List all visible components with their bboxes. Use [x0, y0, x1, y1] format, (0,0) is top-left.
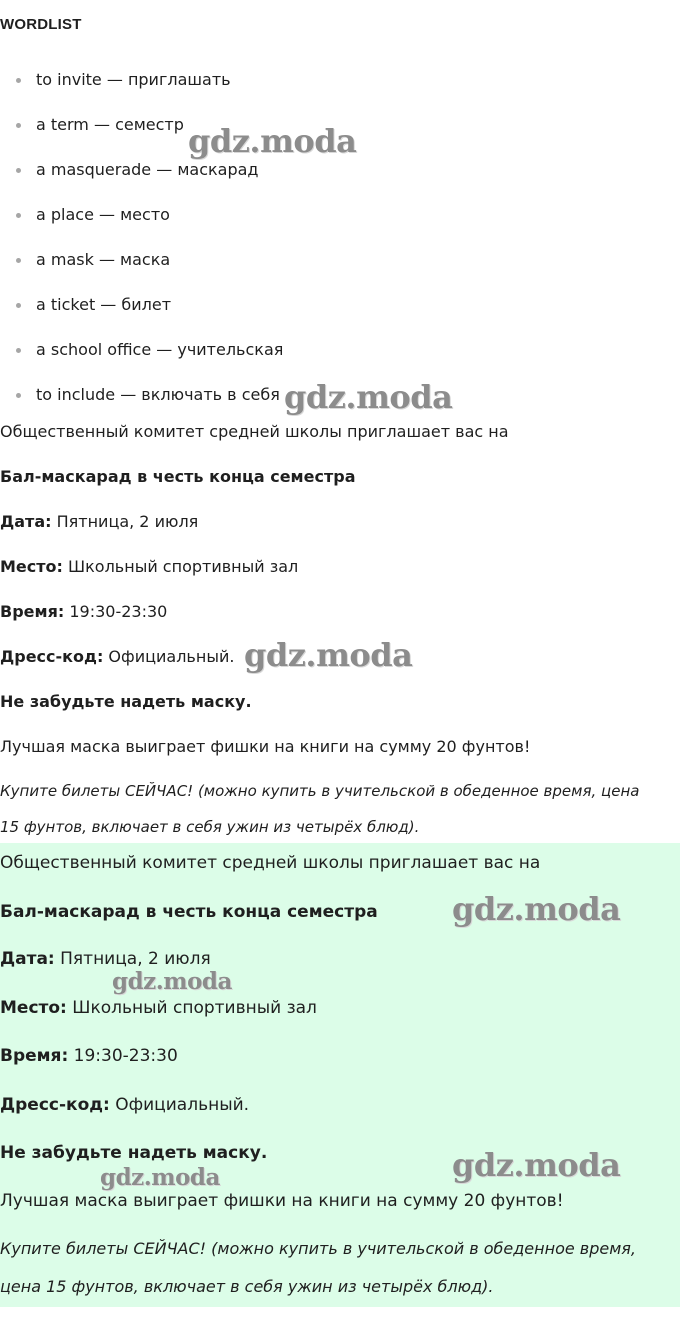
- watermark: gdz.moda: [188, 122, 357, 160]
- wordlist: [0, 62, 283, 422]
- watermark: gdz.moda: [112, 968, 232, 995]
- wordlist-item: a school office — учительская: [0, 332, 283, 377]
- wordlist-item: a ticket — билет: [0, 287, 283, 332]
- place-line: Место: Школьный спортивный зал: [0, 557, 299, 576]
- tickets-line: 15 фунтов, включает в себя ужин из четырёх блюд).: [0, 818, 420, 836]
- place-line: Место: Школьный спортивный зал: [0, 998, 317, 1018]
- dress-code-line: Дресс-код: Официальный.: [0, 647, 235, 666]
- dress-code-line: Дресс-код: Официальный.: [0, 1095, 250, 1115]
- date-line: Дата: Пятница, 2 июля: [0, 512, 199, 531]
- time-line: Время: 19:30-23:30: [0, 602, 168, 621]
- wordlist-item: a mask — маска: [0, 242, 283, 287]
- prize-line: Лучшая маска выиграет фишки на книги на сумму 20 фунтов!: [0, 1191, 564, 1211]
- watermark: gdz.moda: [100, 1164, 220, 1191]
- event-title: Бал-маскарад в честь конца семестра: [0, 902, 378, 922]
- mask-note: Не забудьте надеть маску.: [0, 692, 252, 711]
- wordlist-item: a term — семестр: [0, 107, 283, 152]
- watermark: gdz.moda: [452, 1146, 621, 1184]
- date-line: Дата: Пятница, 2 июля: [0, 949, 211, 969]
- wordlist-item: to invite — приглашать: [0, 62, 283, 107]
- wordlist-item: a place — место: [0, 197, 283, 242]
- tickets-line: цена 15 фунтов, включает в себя ужин из четырёх блюд).: [0, 1277, 494, 1296]
- tickets-line: Купите билеты СЕЙЧАС! (можно купить в учительской в обеденное время, цена: [0, 782, 640, 800]
- bullet-icon: [16, 258, 21, 263]
- bullet-icon: [16, 348, 21, 353]
- bullet-icon: [16, 168, 21, 173]
- tickets-line: Купите билеты СЕЙЧАС! (можно купить в учительской в обеденное время,: [0, 1239, 636, 1258]
- bullet-icon: [16, 123, 21, 128]
- watermark: gdz.moda: [284, 378, 453, 416]
- mask-note: Не забудьте надеть маску.: [0, 1143, 268, 1163]
- wordlist-item: a masquerade — маскарад: [0, 152, 283, 197]
- time-line: Время: 19:30-23:30: [0, 1046, 178, 1066]
- event-title: Бал-маскарад в честь конца семестра: [0, 467, 356, 486]
- prize-line: Лучшая маска выиграет фишки на книги на сумму 20 фунтов!: [0, 737, 531, 756]
- bullet-icon: [16, 78, 21, 83]
- bullet-icon: [16, 303, 21, 308]
- bullet-icon: [16, 393, 21, 398]
- invitation-intro: Общественный комитет средней школы приглашает вас на: [0, 853, 541, 873]
- bullet-icon: [16, 213, 21, 218]
- watermark: gdz.moda: [452, 890, 621, 928]
- wordlist-heading: WORDLIST: [0, 16, 82, 33]
- wordlist-item: to include — включать в себя: [0, 377, 283, 422]
- watermark: gdz.moda: [244, 636, 413, 674]
- invitation-intro: Общественный комитет средней школы приглашает вас на: [0, 422, 509, 441]
